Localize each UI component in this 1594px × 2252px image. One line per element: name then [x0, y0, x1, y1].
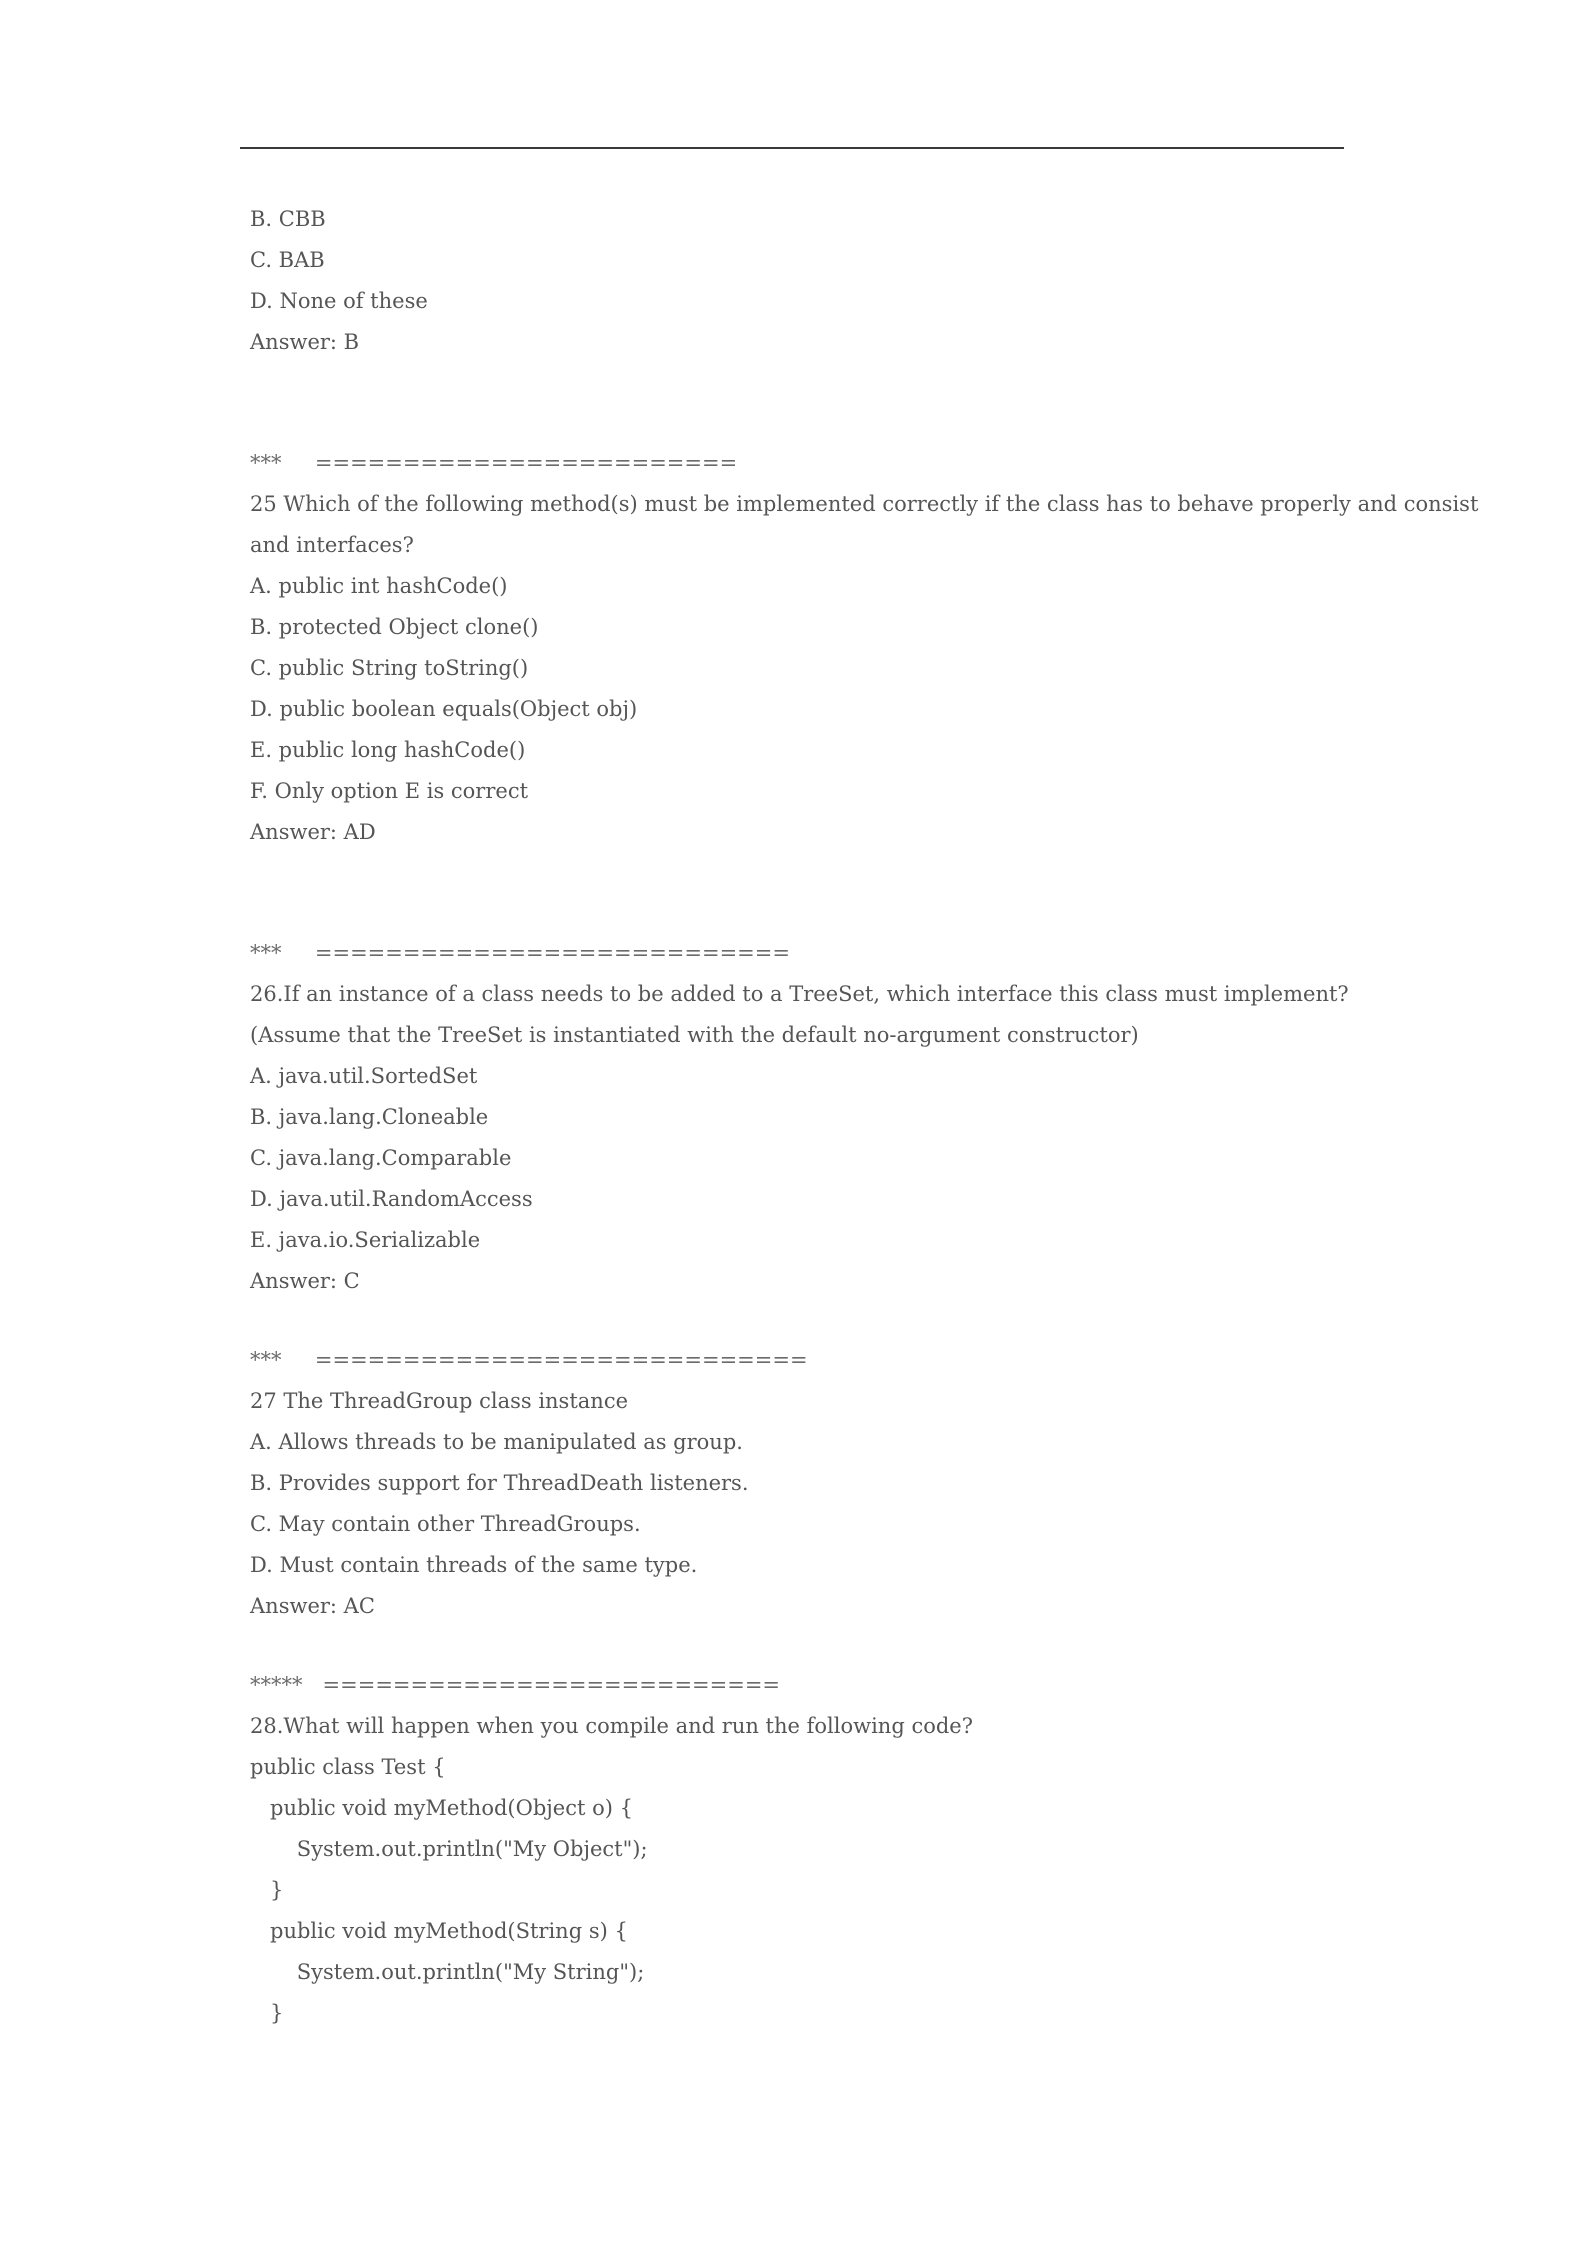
- q25-option-d: D. public boolean equals(Object obj): [250, 697, 638, 721]
- q25-answer: Answer: AD: [250, 820, 376, 844]
- q25-separator: *** ========================: [250, 451, 738, 475]
- q26-answer: Answer: C: [250, 1269, 360, 1293]
- q28-code-line: public class Test {: [250, 1755, 446, 1779]
- q25-option-a: A. public int hashCode(): [250, 574, 508, 598]
- q26-separator: *** ===========================: [250, 941, 790, 965]
- q27-question: 27 The ThreadGroup class instance: [250, 1389, 629, 1413]
- q25-option-b: B. protected Object clone(): [250, 615, 539, 639]
- q28-code-line: System.out.println("My Object");: [250, 1837, 648, 1861]
- q27-answer: Answer: AC: [250, 1594, 375, 1618]
- q28-code-line: }: [250, 1878, 284, 1902]
- q25-question-line1: 25 Which of the following method(s) must be implemented correctly if the class has to behave properly and consist: [250, 492, 1479, 516]
- q28-code-line: public void myMethod(Object o) {: [250, 1796, 633, 1820]
- q27-separator: *** ============================: [250, 1348, 808, 1372]
- q26-option-a: A. java.util.SortedSet: [250, 1064, 478, 1088]
- q28-code-line: System.out.println("My String");: [250, 1960, 645, 1984]
- q24-option-d: D. None of these: [250, 289, 428, 313]
- q28-code-line: public void myMethod(String s) {: [250, 1919, 628, 1943]
- header-rule: [240, 147, 1344, 149]
- q27-option-a: A. Allows threads to be manipulated as group.: [250, 1430, 743, 1454]
- q26-question-line2: (Assume that the TreeSet is instantiated with the default no-argument constructor): [250, 1023, 1139, 1047]
- q26-option-d: D. java.util.RandomAccess: [250, 1187, 533, 1211]
- q26-option-e: E. java.io.Serializable: [250, 1228, 481, 1252]
- q26-option-c: C. java.lang.Comparable: [250, 1146, 512, 1170]
- q24-answer: Answer: B: [250, 330, 360, 354]
- q24-option-c: C. BAB: [250, 248, 325, 272]
- q27-option-b: B. Provides support for ThreadDeath listeners.: [250, 1471, 749, 1495]
- q27-option-d: D. Must contain threads of the same type.: [250, 1553, 698, 1577]
- q27-option-c: C. May contain other ThreadGroups.: [250, 1512, 641, 1536]
- q28-question: 28.What will happen when you compile and run the following code?: [250, 1714, 973, 1738]
- q26-question-line1: 26.If an instance of a class needs to be added to a TreeSet, which interface this class must implement?: [250, 982, 1349, 1006]
- q26-option-b: B. java.lang.Cloneable: [250, 1105, 489, 1129]
- q25-option-c: C. public String toString(): [250, 656, 529, 680]
- q25-option-f: F. Only option E is correct: [250, 779, 529, 803]
- q28-code-line: }: [250, 2001, 284, 2025]
- q25-question-line2: and interfaces?: [250, 533, 414, 557]
- q25-option-e: E. public long hashCode(): [250, 738, 526, 762]
- q28-separator: ***** ==========================: [250, 1673, 781, 1697]
- q24-option-b: B. CBB: [250, 207, 326, 231]
